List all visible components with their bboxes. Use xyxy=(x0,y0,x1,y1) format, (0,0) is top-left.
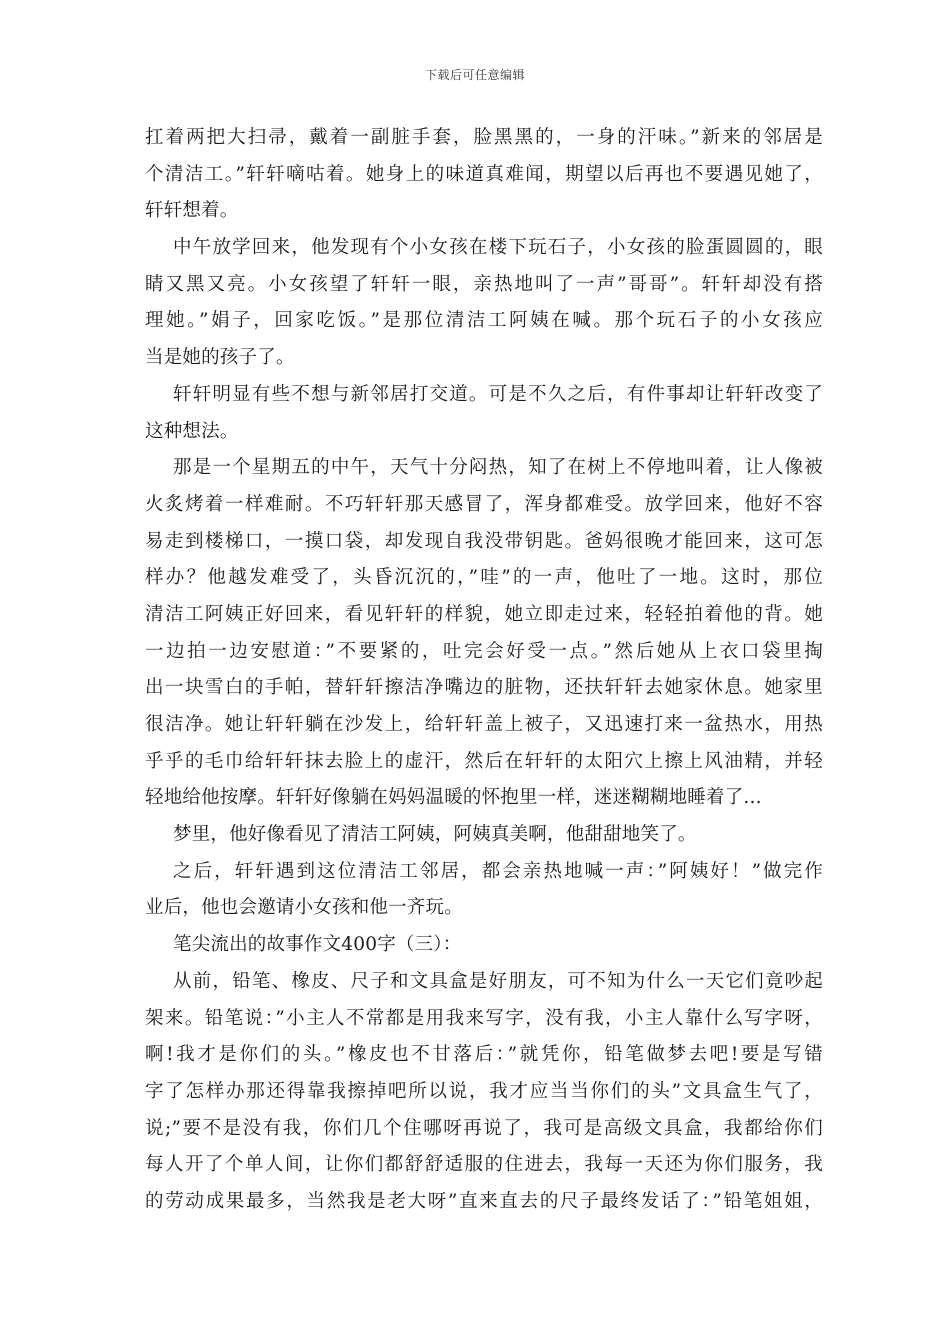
page-header: 下载后可任意编辑 xyxy=(424,68,525,82)
text-line: 易走到楼梯口，一摸口袋，却发现自我没带钥匙。爸妈很晚才能回来，这可怎 xyxy=(145,530,823,552)
text-line: 说;”要不是没有我，你们几个住哪呀再说了，我可是高级文具盒，我都给你们 xyxy=(145,1117,823,1139)
text-line: 那是一个星期五的中午，天气十分闷热，知了在树上不停地叫着，让人像被 xyxy=(173,457,823,479)
text-line: 出一块雪白的手帕，替轩轩擦洁净嘴边的脏物，还扶轩轩去她家休息。她家里 xyxy=(145,677,823,699)
text-line: 个清洁工。”轩轩嘀咕着。她身上的味道真难闻，期望以后再也不要遇见她了， xyxy=(145,163,823,185)
text-line: 轩轩明显有些不想与新邻居打交道。可是不久之后，有件事却让轩轩改变了 xyxy=(173,383,823,405)
text-line: 笔尖流出的故事作文400字（三）： xyxy=(173,934,462,956)
text-line: 的劳动成果最多，当然我是老大呀”直来直去的尺子最终发话了：”铅笔姐姐， xyxy=(145,1190,823,1212)
text-line: 样办？他越发难受了，头昏沉沉的，”哇”的一声，他吐了一地。这时，那位 xyxy=(145,567,823,589)
body-text xyxy=(145,120,823,1221)
text-line: 轻地给他按摩。轩轩好像躺在妈妈温暖的怀抱里一样，迷迷糊糊地睡着了... xyxy=(145,787,762,809)
text-line: 啊!我才是你们的头。”橡皮也不甘落后：”就凭你，铅笔做梦去吧!要是写错 xyxy=(145,1044,823,1066)
text-line: 中午放学回来，他发现有个小女孩在楼下玩石子，小女孩的脸蛋圆圆的，眼 xyxy=(173,237,823,259)
text-line: 理她。”娟子，回家吃饭。”是那位清洁工阿姨在喊。那个玩石子的小女孩应 xyxy=(145,310,823,332)
text-line: 这种想法。 xyxy=(145,420,239,442)
text-line: 扛着两把大扫帚，戴着一副脏手套，脸黑黑的，一身的汗味。”新来的邻居是 xyxy=(145,127,823,148)
text-line: 一边拍一边安慰道：”不要紧的，吐完会好受一点。”然后她从上衣口袋里掏 xyxy=(145,640,823,662)
text-line: 之后，轩轩遇到这位清洁工邻居，都会亲热地喊一声：”阿姨好！”做完作 xyxy=(173,860,823,882)
text-line: 架来。铅笔说：”小主人不常都是用我来写字，没有我，小主人靠什么写字呀， xyxy=(145,1007,823,1029)
text-line: 字了怎样办那还得靠我擦掉吧所以说，我才应当当你们的头”文具盒生气了， xyxy=(145,1080,823,1102)
text-line: 火炙烤着一样难耐。不巧轩轩那天感冒了，浑身都难受。放学回来，他好不容 xyxy=(145,493,823,515)
text-line: 当是她的孩子了。 xyxy=(145,347,295,369)
text-line: 很洁净。她让轩轩躺在沙发上，给轩轩盖上被子，又迅速打来一盆热水，用热 xyxy=(145,714,823,735)
text-line: 睛又黑又亮。小女孩望了轩轩一眼，亲热地叫了一声”哥哥”。轩轩却没有搭 xyxy=(145,273,823,295)
text-line: 业后，他也会邀请小女孩和他一齐玩。 xyxy=(145,897,463,919)
text-line: 从前，铅笔、橡皮、尺子和文具盒是好朋友，可不知为什么一天它们竟吵起 xyxy=(173,970,823,992)
text-line: 轩轩想着。 xyxy=(145,200,239,222)
text-line: 每人开了个单人间，让你们都舒舒适服的住进去，我每一天还为你们服务，我 xyxy=(145,1154,823,1176)
text-line: 乎乎的毛巾给轩轩抹去脸上的虚汗，然后在轩轩的太阳穴上擦上风油精，并轻 xyxy=(145,750,823,772)
text-line: 梦里，他好像看见了清洁工阿姨，阿姨真美啊，他甜甜地笑了。 xyxy=(173,824,697,846)
text-line: 清洁工阿姨正好回来，看见轩轩的样貌，她立即走过来，轻轻拍着他的背。她 xyxy=(145,603,823,625)
